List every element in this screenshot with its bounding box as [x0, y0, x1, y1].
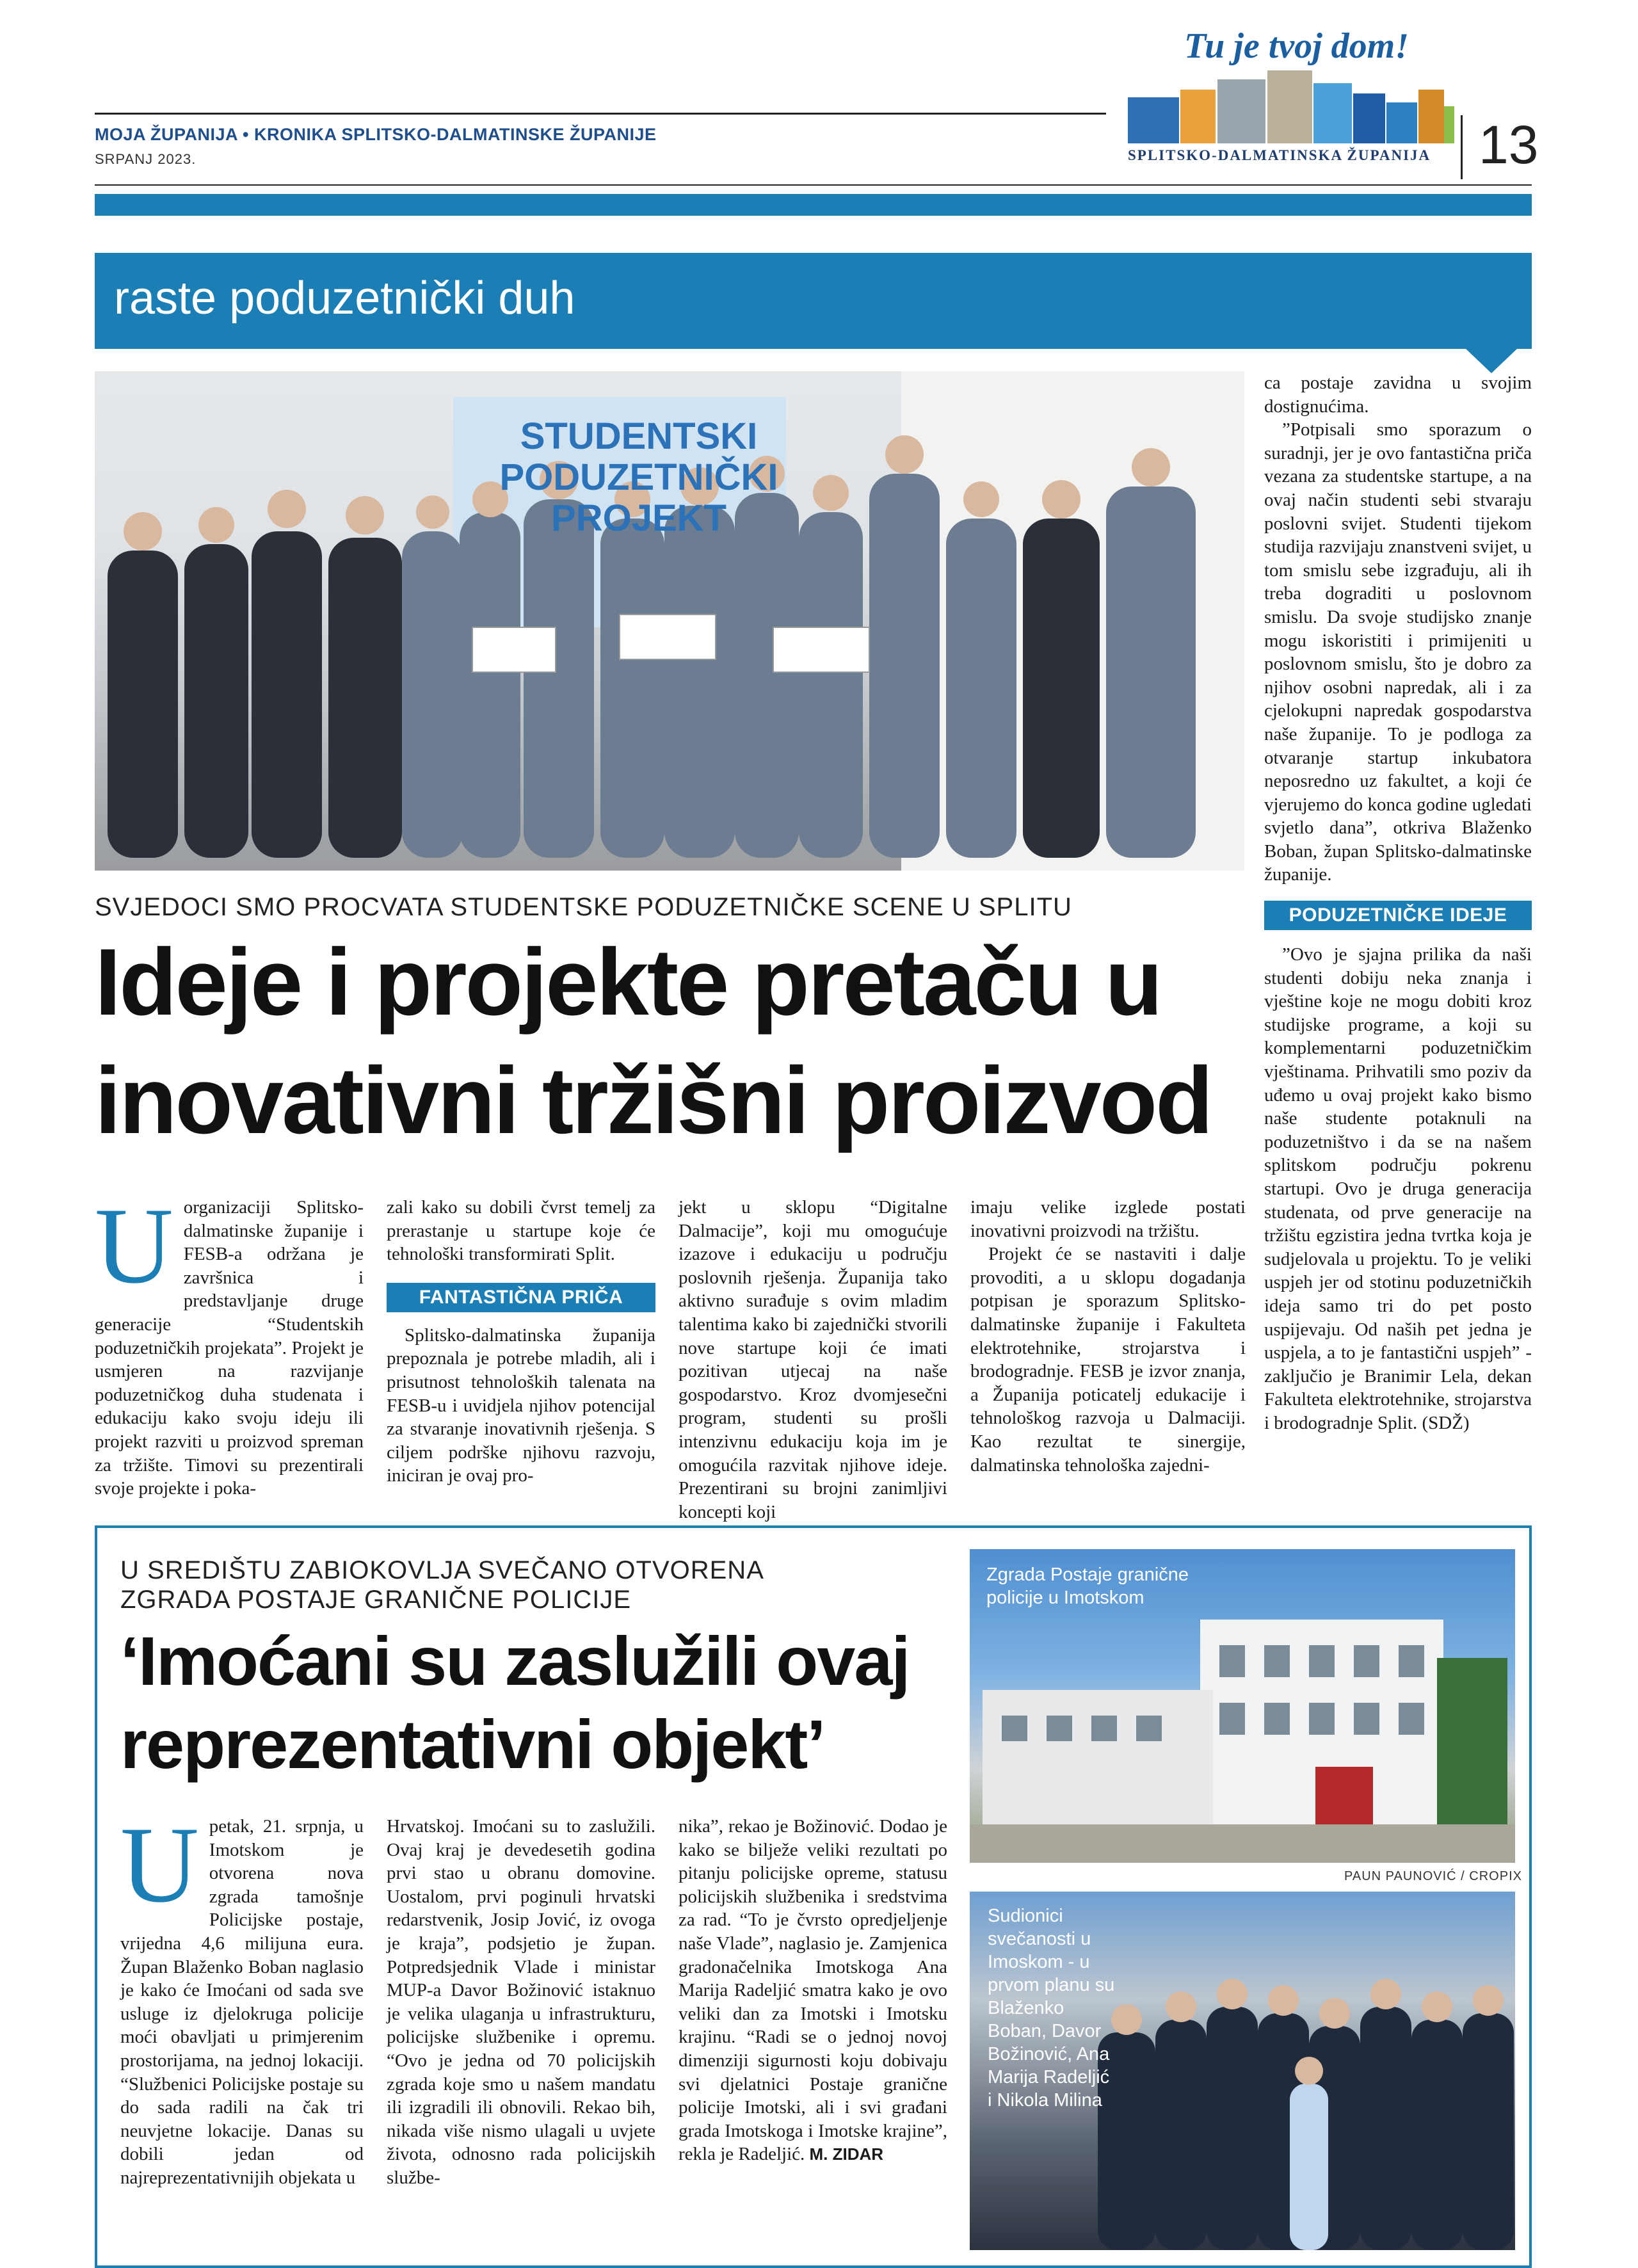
photo-ceremony-group	[970, 1892, 1515, 2250]
article2-kicker-line2: ZGRADA POSTAJE GRANIČNE POLICIJE	[120, 1586, 632, 1614]
page-number-divider	[1461, 115, 1463, 179]
photo-credit: PAUN PAUNOVIĆ / CROPIX	[1344, 1869, 1522, 1883]
article2-column-1	[120, 1805, 364, 2190]
header-rule-lower	[95, 184, 1532, 186]
photo-banner-text: STUDENTSKI PODUZETNIČKI PROJEKT	[499, 415, 778, 539]
article1-headline-line2: inovativni tržišni proizvod	[95, 1048, 1212, 1154]
photo-student-group	[95, 371, 1244, 871]
article1-column-1	[95, 1186, 364, 1500]
photo-police-building	[970, 1549, 1515, 1863]
article2-headline-line2: reprezentativni objekt’	[120, 1705, 825, 1783]
article1-column-4	[970, 1196, 1246, 1477]
article2-column-3	[678, 1815, 947, 2166]
article2-dropcap: U	[120, 1805, 199, 1925]
article1-col2-text-a: zali kako su dobili čvrst temelj za prerastanje u startupe koje će tehnološki transformirati Split.	[387, 1197, 655, 1265]
photo2-caption: Sudionici svečanosti u Imoskom - u prvom planu su Blaženko Boban, Davor Božinović, Ana Marija Radeljić i Nikola Milina	[988, 1906, 1115, 2111]
article1-subhead-fantasticna: FANTASTIČNA PRIČA	[387, 1283, 655, 1312]
article1-side-quote2: ”Ovo je sjajna prilika da naši studenti dobiju neka znanja i vještine koje ne mogu dobiti kroz studijske programe, a koji su komplementarni poduzetničkim vještinama. Prihvatili smo poziv da uđemo u ovaj projekt kako bismo naše studente potaknuli na poduzetništvo i da se na našem splitskom području pokrenu startupi. Ovo je druga generacija studenata, od prve generacije na tržištu egzistira jedna tvrtka koja je sudjelovala u projektu. To je veliki uspjeh jer od stotinu poduzetničkih ideja samo tri do pet posto uspijevaju. Od naših pet jedna je uspjela, a to je fantastični uspjeh” - zaključio je Branimir Lela, dekan Fakulteta elektrotehnike, strojarstva i brodogradnje Split. (SDŽ)	[1264, 944, 1532, 1433]
article1-headline-line1: Ideje i projekte pretaču u	[95, 929, 1161, 1035]
article1-column-3: jekt u sklopu “Digitalne Dalmacije”, koji mu omogućuje izazove i edukaciju u području poslovnih rješenja. Županija tako aktivno surađuje s ovim mladim talentima kako bi zajednički stvorili nove startupe koji će imati pozitivan utjecaj na naše gospodarstvo. Kroz dvomjesečni program, studenti su prošli intenzivnu edukaciju koja im je omogućila razvitak njihove ideje. Prezentirani su brojni zanimljivi koncepti koji	[678, 1197, 947, 1522]
article2-headline-line1: ‘Imoćani su zaslužili ovaj	[120, 1622, 910, 1700]
article1-col4-text-b: Projekt će se nastaviti i dalje provoditi, a u sklopu dogadanja potpisan je sporazum Splitsko-dalmatinske županije i Fakulteta elektrotehnike, strojarstva i brodogradnje. FESB je izvor znanja, a Županija poticatelj edukacije i tehnološkog razvoja u Dalmaciji. Kao rezultat te sinergije, dalmatinska tehnološka zajedni-	[970, 1244, 1246, 1476]
article1-col2-text-b: Splitsko-dalmatinska županija prepoznala je potrebe mladih, ali i prisutnost tehnoloških talenata na FESB-u i uvidjela njihov potencijal za stvaranje inovativnih rješenja. S ciljem podrške njihovu razvoju, iniciran je ovaj pro-	[387, 1324, 655, 1486]
article2-byline: M. ZIDAR	[809, 2144, 884, 2164]
article1-subhead-poduzetnicke: PODUZETNIČKE IDEJE	[1264, 901, 1532, 930]
header-rule	[95, 113, 1106, 115]
article2-kicker-line1: U SREDIŠTU ZABIOKOVLJA SVEČANO OTVORENA	[120, 1556, 764, 1584]
county-logo-icon	[1128, 70, 1454, 144]
section-title: raste poduzetnički duh	[114, 273, 575, 324]
article1-col4-text-a: imaju velike izglede postati inovativni proizvodi na tržištu.	[970, 1197, 1246, 1241]
article1-side-top: ca postaje zavidna u svojim dostignućima.	[1264, 373, 1532, 417]
article1-col1-text: organizaciji Splitsko-dalmatinske županije i FESB-a održana je završnica i predstavljanje druge generacije “Studentskih poduzetničkih projekata”. Projekt je usmjeren na razvijanje poduzetničkog duha studenata i edukaciju kako svoju ideju ili projekt razviti u proizvod spreman za tržište. Timovi su prezentirali svoje projekte i poka-	[95, 1197, 364, 1499]
section-bar-pointer	[1466, 349, 1517, 373]
article1-dropcap: U	[95, 1186, 173, 1306]
article1-column-2	[387, 1196, 655, 1488]
page-number: 13	[1479, 115, 1539, 175]
article1-side-column	[1264, 371, 1532, 1435]
header-band	[95, 194, 1532, 216]
article2-col3-text: nika”, rekao je Božinović. Dodao je kako se bilježe veliki rezultati po pitanju policijske opreme, statusu policijskih službenika i sredstvima za rad. “To je čvrsto opredjeljenje naše Vlade”, naglasio je. Zamjenica gradonačelnika Imotskoga Ana Marija Radeljić smatra kako je ovo veliki dan za Imotski i Imotsku krajinu. “Radi se o jednoj novoj dimenziji sigurnosti koju dobivaju svi djelatnici Postaje granične policije Imotski, ali i svi građani grada Imotskoga i Imotske krajine”, rekla je Radeljić.	[678, 1816, 947, 2165]
logo-slogan: Tu je tvoj dom!	[1184, 26, 1409, 66]
masthead: MOJA ŽUPANIJA • KRONIKA SPLITSKO-DALMATINSKE ŽUPANIJE	[95, 125, 657, 144]
issue-date: SRPANJ 2023.	[95, 151, 197, 167]
article1-side-quote: ”Potpisali smo sporazum o suradnji, jer je ovo fantastična priča vezana za studentske startupe, a na ovaj način studenti sebi stvaraju poslovni svijet. Studenti tijekom studija razvijaju znanstveni svijet, u tom smislu sebe izgrađuju, ali ih treba dograditi u poslovnom smislu. Da svoje studijsko znanje mogu iskoristiti i primijeniti u poslovnom smislu, što je dobro za njihov osobni napredak, ali i za cjelokupni napredak gospodarstva naše županije. To je podloga za otvaranje startup inkubatora neposredno uz fakultet, a koji će vjerujemo do konca godine ugledati svjetlo dana”, otkriva Blaženko Boban, župan Splitsko-dalmatinske županije.	[1264, 419, 1532, 885]
article1-kicker: SVJEDOCI SMO PROCVATA STUDENTSKE PODUZETNIČKE SCENE U SPLITU	[95, 893, 1072, 921]
logo-name: SPLITSKO-DALMATINSKA ŽUPANIJA	[1128, 147, 1431, 163]
photo1-caption: Zgrada Postaje granične policije u Imotskom	[986, 1564, 1189, 1608]
article2-column-2: Hrvatskoj. Imoćani su to zaslužili. Ovaj kraj je devedesetih godina prvi stao u obranu domovine. Uostalom, prvi poginuli hrvatski redarstvenik, Josip Jović, iz ovoga je kraja”, podsjetio je župan. Potpredsjednik Vlade i ministar MUP-a Davor Božinović istaknuo je velika ulaganja u infrastrukturu, policijske službenike i opremu. “Ovo je jedna od 70 policijskih zgrada koje smo u našem mandatu ili izgradili ili obnovili. Rekao bih, nikada više nismo ulagali u uvjete života, odnosno rada policijskih službe-	[387, 1816, 655, 2188]
article2-col1-text: petak, 21. srpnja, u Imotskom je otvorena nova zgrada tamošnje Policijske postaje, vrijedna 4,6 milijuna eura. Župan Blaženko Boban naglasio je kako će Imoćani od sada sve usluge iz djelokruga policije moći obavljati u primjerenim prostorijama, na jednoj lokaciji. “Službenici Policijske postaje su do sada radili na čak tri neuvjetne lokacije. Danas su dobili jedan od najreprezentativnijih objekata u	[120, 1816, 364, 2188]
